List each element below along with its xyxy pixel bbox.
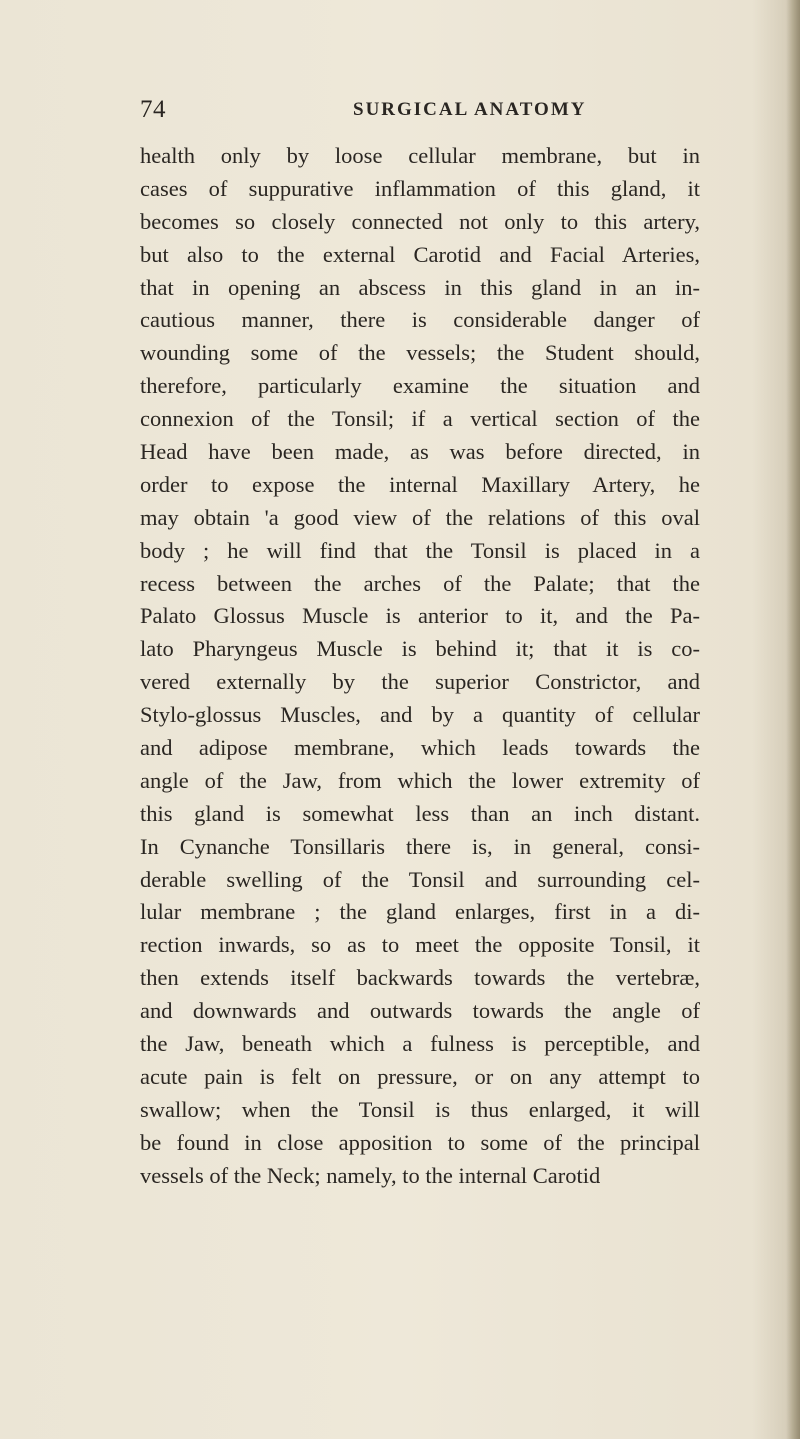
text-line: therefore, particularly examine the situation and xyxy=(140,373,700,399)
text-line: angle of the Jaw, from which the lower extremity of xyxy=(140,767,700,793)
text-line: that in opening an abscess in this gland in an in- xyxy=(140,274,700,300)
page-edge-shadow xyxy=(786,0,800,1439)
page-number: 74 xyxy=(140,96,166,123)
text-line: may obtain 'a good view of the relations of this oval xyxy=(140,504,700,530)
text-line: and downwards and outwards towards the angle of xyxy=(140,998,700,1024)
text-line: cases of suppurative inflammation of this gland, it xyxy=(140,175,700,201)
running-head xyxy=(140,96,700,132)
text-line: health only by loose cellular membrane, but in xyxy=(140,143,700,168)
text-line: connexion of the Tonsil; if a vertical section of the xyxy=(140,406,700,432)
text-line: rection inwards, so as to meet the opposite Tonsil, it xyxy=(140,932,700,958)
text-line: vered externally by the superior Constrictor, and xyxy=(140,669,700,695)
text-line: be found in close apposition to some of the principal xyxy=(140,1129,700,1155)
text-line: body ; he will find that the Tonsil is placed in a xyxy=(140,537,700,563)
running-title: SURGICAL ANATOMY xyxy=(353,99,587,120)
text-line: the Jaw, beneath which a fulness is perceptible, and xyxy=(140,1031,700,1057)
text-line: and adipose membrane, which leads towards the xyxy=(140,735,700,761)
text-line: order to expose the internal Maxillary Artery, he xyxy=(140,471,700,497)
text-line: then extends itself backwards towards the vertebræ, xyxy=(140,965,700,991)
text-line: but also to the external Carotid and Facial Arteries, xyxy=(140,241,700,267)
text-line: vessels of the Neck; namely, to the internal Carotid xyxy=(140,1162,601,1188)
text-line: cautious manner, there is considerable danger of xyxy=(140,307,700,333)
text-line: derable swelling of the Tonsil and surrounding cel- xyxy=(140,866,700,892)
text-line: wounding some of the vessels; the Student should, xyxy=(140,340,700,366)
text-line: In Cynanche Tonsillaris there is, in general, consi- xyxy=(140,833,700,859)
text-line: Stylo-glossus Muscles, and by a quantity of cellular xyxy=(140,702,700,728)
text-line: lato Pharyngeus Muscle is behind it; that it is co- xyxy=(140,636,700,662)
text-line: swallow; when the Tonsil is thus enlarged, it will xyxy=(140,1096,700,1122)
text-line: becomes so closely connected not only to this artery, xyxy=(140,208,700,234)
text-line: this gland is somewhat less than an inch distant. xyxy=(140,800,700,826)
text-line: acute pain is felt on pressure, or on any attempt to xyxy=(140,1063,700,1089)
text-line: Head have been made, as was before directed, in xyxy=(140,439,700,465)
text-line: lular membrane ; the gland enlarges, first in a di- xyxy=(140,899,700,925)
body-text xyxy=(140,140,700,1193)
text-line: Palato Glossus Muscle is anterior to it, and the Pa- xyxy=(140,603,700,629)
text-line: recess between the arches of the Palate; that the xyxy=(140,570,700,596)
